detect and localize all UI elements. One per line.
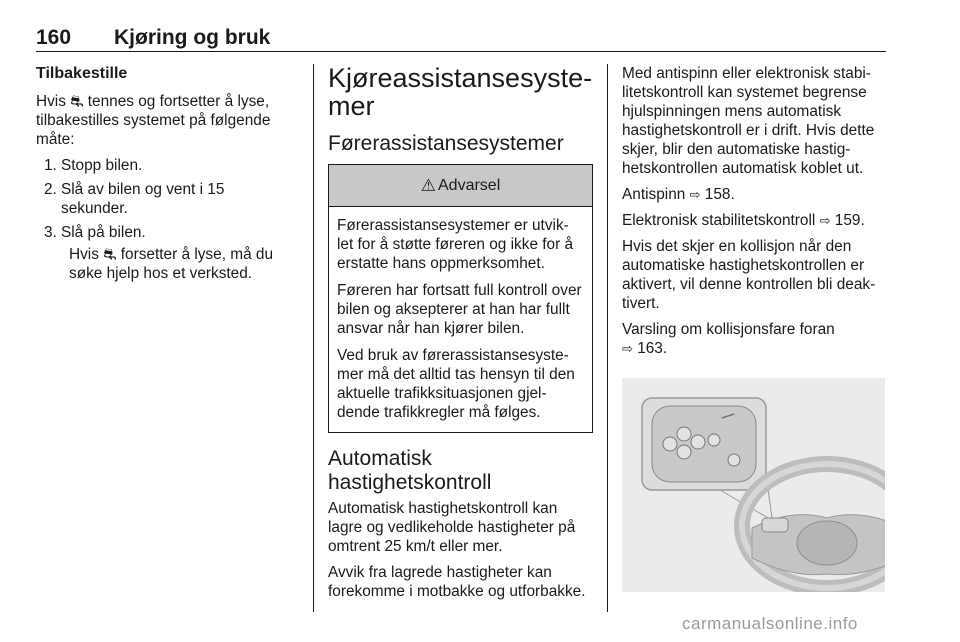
list-item — [44, 156, 294, 175]
step-text: Slå på bilen. — [61, 224, 146, 241]
reference-text: Antispinn — [622, 186, 686, 203]
warning-paragraph: Føreren har fortsatt full kontroll over bilen og aksepterer at han har fullt ansvar når han kjører bilen. — [337, 282, 582, 337]
intro-paragraph: Hvis ⛐ tennes og fortsetter å lyse, tilbakestilles systemet på følgende måte: — [36, 93, 271, 148]
column-left — [36, 64, 294, 283]
reset-steps-list — [44, 156, 294, 283]
page-reference-icon: ⇨ — [819, 213, 831, 228]
warning-header — [329, 165, 592, 207]
cross-reference-collision[interactable] — [622, 320, 888, 358]
column-middle — [328, 64, 593, 608]
main-title — [328, 64, 593, 120]
page-reference-icon: ⇨ — [689, 187, 701, 202]
section-heading-tilbakestille: Tilbakestille — [36, 65, 128, 82]
body-paragraph: Avvik fra lagrede hastigheter kan forekomme i motbakke og utforbakke. — [328, 564, 586, 600]
reference-page: 159. — [834, 212, 865, 229]
page-header — [36, 26, 886, 52]
warning-box — [328, 164, 593, 433]
column-divider-1 — [313, 64, 314, 612]
column-divider-2 — [607, 64, 608, 612]
step-text: Slå av bilen og vent i 15 sekunder. — [61, 181, 225, 217]
step-text: Stopp bilen. — [61, 157, 143, 174]
main-title-line2: mer — [328, 91, 375, 121]
warning-label: Advarsel — [438, 177, 501, 194]
step-number: 2. — [44, 181, 57, 198]
warning-triangle-icon: ⚠ — [420, 176, 436, 195]
reference-text: Varsling om kollisjonsfare foran — [622, 321, 835, 338]
list-item — [44, 180, 294, 218]
page-reference-icon: ⇨ — [622, 341, 633, 356]
step-number: 1. — [44, 157, 57, 174]
reference-page: 163. — [637, 340, 668, 357]
reference-text: Elektronisk stabilitetskontroll — [622, 212, 816, 229]
body-paragraph: Hvis det skjer en kollisjon når den automatiske hastighetskontrollen er aktivert, vil denne kontrollen bli deak-tivert. — [622, 238, 876, 312]
reference-page: 158. — [704, 186, 735, 203]
step-number: 3. — [44, 224, 57, 241]
watermark: carmanualsonline.info — [682, 614, 858, 633]
body-paragraph: Med antispinn eller elektronisk stabi-litetskontroll kan systemet begrense hjulspinningen mens automatisk hastighetskontroll er i drift. Hvis dette skjer, blir den automatiske hastig-hetskontrollen automatisk koblet ut. — [622, 65, 875, 177]
column-right — [622, 64, 888, 592]
list-item — [44, 223, 294, 242]
steering-wheel-illustration — [622, 378, 885, 592]
warning-body — [329, 207, 592, 432]
warning-paragraph: Ved bruk av førerassistansesyste-mer må det alltid tas hensyn til den aktuelle trafikksituasjonen gjel-dende trafikkregler må følges. — [337, 347, 575, 421]
section-title-cruise-control — [328, 447, 593, 495]
steering-wheel-photo — [622, 378, 885, 592]
subtitle: Førerassistansesystemer — [328, 132, 564, 155]
main-title-line1: Kjøreassistansesyste- — [328, 63, 593, 93]
section-title-line2: hastighetskontroll — [328, 471, 492, 494]
cross-reference-stability[interactable] — [622, 211, 888, 230]
body-paragraph: Automatisk hastighetskontroll kan lagre og vedlikeholde hastigheter på omtrent 25 km/t eller mer. — [328, 500, 576, 555]
cross-reference-antispinn[interactable] — [622, 185, 888, 204]
section-title-line1: Automatisk — [328, 447, 432, 470]
step-note: Hvis ⛐ forsetter å lyse, må du søke hjelp hos et verksted. — [69, 246, 274, 282]
warning-paragraph: Førerassistansesystemer er utvik-let for å støtte føreren og ikke for å erstatte hans oppmerksomhet. — [337, 217, 574, 272]
chapter-title: Kjøring og bruk — [114, 26, 271, 49]
page-number: 160 — [36, 26, 72, 49]
